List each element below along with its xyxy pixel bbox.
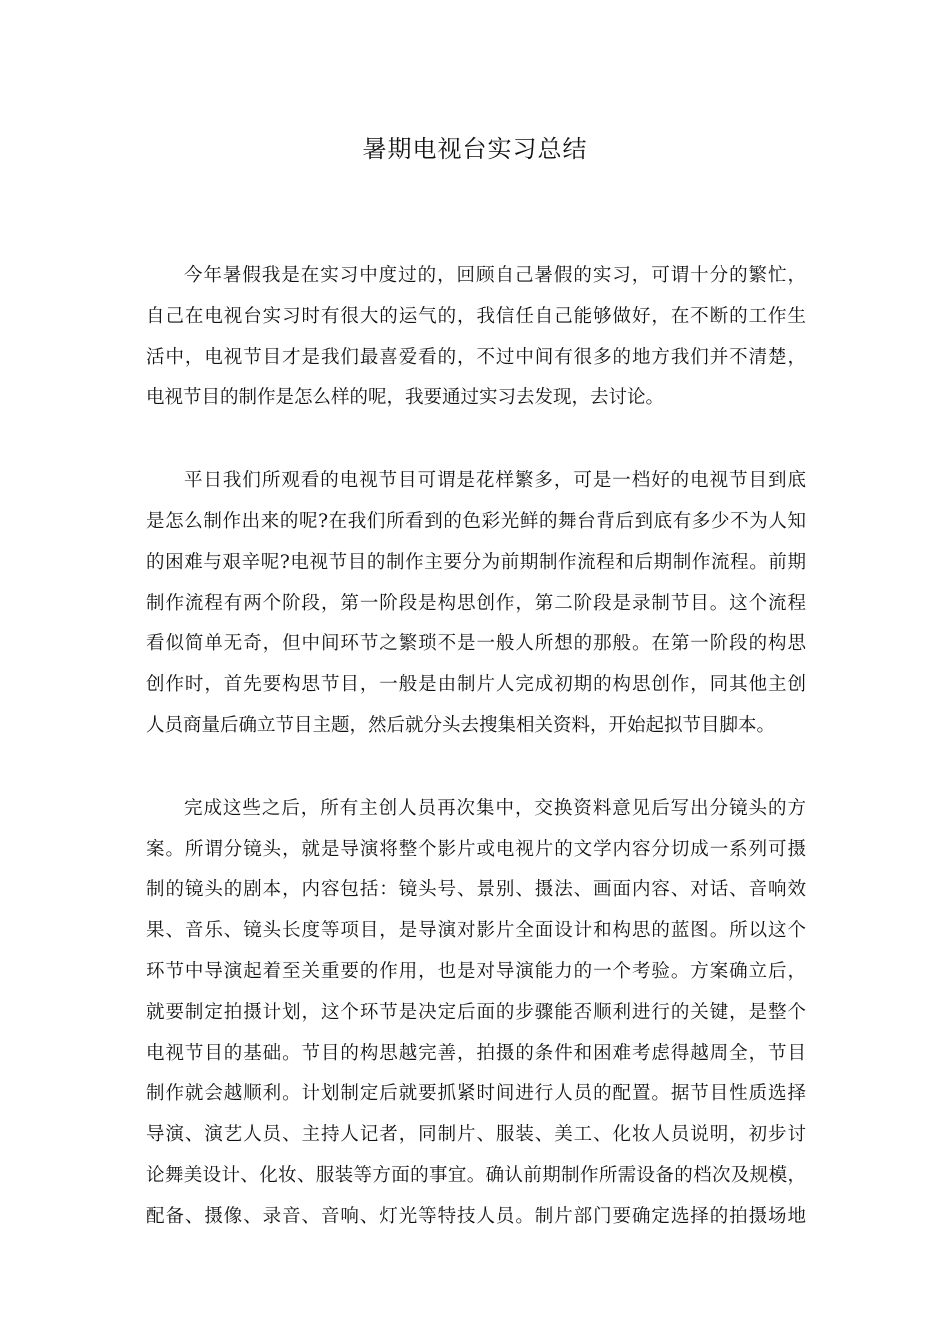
paragraph-line: 看似简单无奇，但中间环节之繁琐不是一般人所想的那般。在第一阶段的构思: [146, 633, 806, 655]
paragraph-line: 案。所谓分镜头，就是导演将整个影片或电视片的文学内容分切成一系列可摄: [146, 838, 806, 860]
paragraph-3: [146, 789, 806, 1238]
paragraph-line: 今年暑假我是在实习中度过的，回顾自己暑假的实习，可谓十分的繁忙，: [184, 265, 806, 286]
document-title: 暑期电视台实习总结: [362, 135, 588, 163]
paragraph-line: 平日我们所观看的电视节目可谓是花样繁多，可是一档好的电视节目到底: [184, 470, 806, 492]
paragraph-line: 人员商量后确立节目主题，然后就分头去搜集相关资料，开始起拟节目脚本。: [146, 714, 776, 736]
document-body: [146, 256, 806, 1280]
paragraph-line: 自己在电视台实习时有很大的运气的，我信任自己能够做好，在不断的工作生: [146, 305, 806, 327]
paragraph-line: 电视节目的基础。节目的构思越完善，拍摄的条件和困难考虑得越周全，节目: [146, 1042, 806, 1064]
paragraph-line: 活中，电视节目才是我们最喜爱看的，不过中间有很多的地方我们并不清楚，: [146, 346, 806, 368]
paragraph-line: 配备、摄像、录音、音响、灯光等特技人员。制片部门要确定选择的拍摄场地: [146, 1205, 806, 1227]
paragraph-line: 是怎么制作出来的呢?在我们所看到的色彩光鲜的舞台背后到底有多少不为人知: [146, 510, 806, 532]
paragraph-line: 果、音乐、镜头长度等项目，是导演对影片全面设计和构思的蓝图。所以这个: [146, 920, 806, 942]
paragraph-line: 就要制定拍摄计划，这个环节是决定后面的步骤能否顺利进行的关键，是整个: [146, 1001, 806, 1023]
paragraph-line: 创作时，首先要构思节目，一般是由制片人完成初期的构思创作，同其他主创: [146, 674, 806, 696]
paragraph-line: 制的镜头的剧本，内容包括：镜头号、景别、摄法、画面内容、对话、音响效: [146, 879, 806, 901]
paragraph-line: 论舞美设计、化妆、服装等方面的事宜。确认前期制作所需设备的档次及规模，: [146, 1164, 806, 1186]
paragraph-1: [146, 256, 806, 419]
paragraph-line: 导演、演艺人员、主持人记者，同制片、服装、美工、化妆人员说明，初步讨: [146, 1124, 806, 1146]
paragraph-2: [146, 461, 806, 747]
paragraph-line: 完成这些之后，所有主创人员再次集中，交换资料意见后写出分镜头的方: [184, 797, 806, 819]
paragraph-line: 电视节目的制作是怎么样的呢，我要通过实习去发现，去讨论。: [146, 387, 665, 409]
paragraph-line: 制作流程有两个阶段，第一阶段是构思创作，第二阶段是录制节目。这个流程: [146, 592, 806, 614]
paragraph-line: 环节中导演起着至关重要的作用，也是对导演能力的一个考验。方案确立后，: [146, 960, 806, 982]
paragraph-line: 的困难与艰辛呢?电视节目的制作主要分为前期制作流程和后期制作流程。前期: [146, 551, 806, 573]
paragraph-line: 制作就会越顺利。计划制定后就要抓紧时间进行人员的配置。据节目性质选择: [146, 1083, 806, 1105]
